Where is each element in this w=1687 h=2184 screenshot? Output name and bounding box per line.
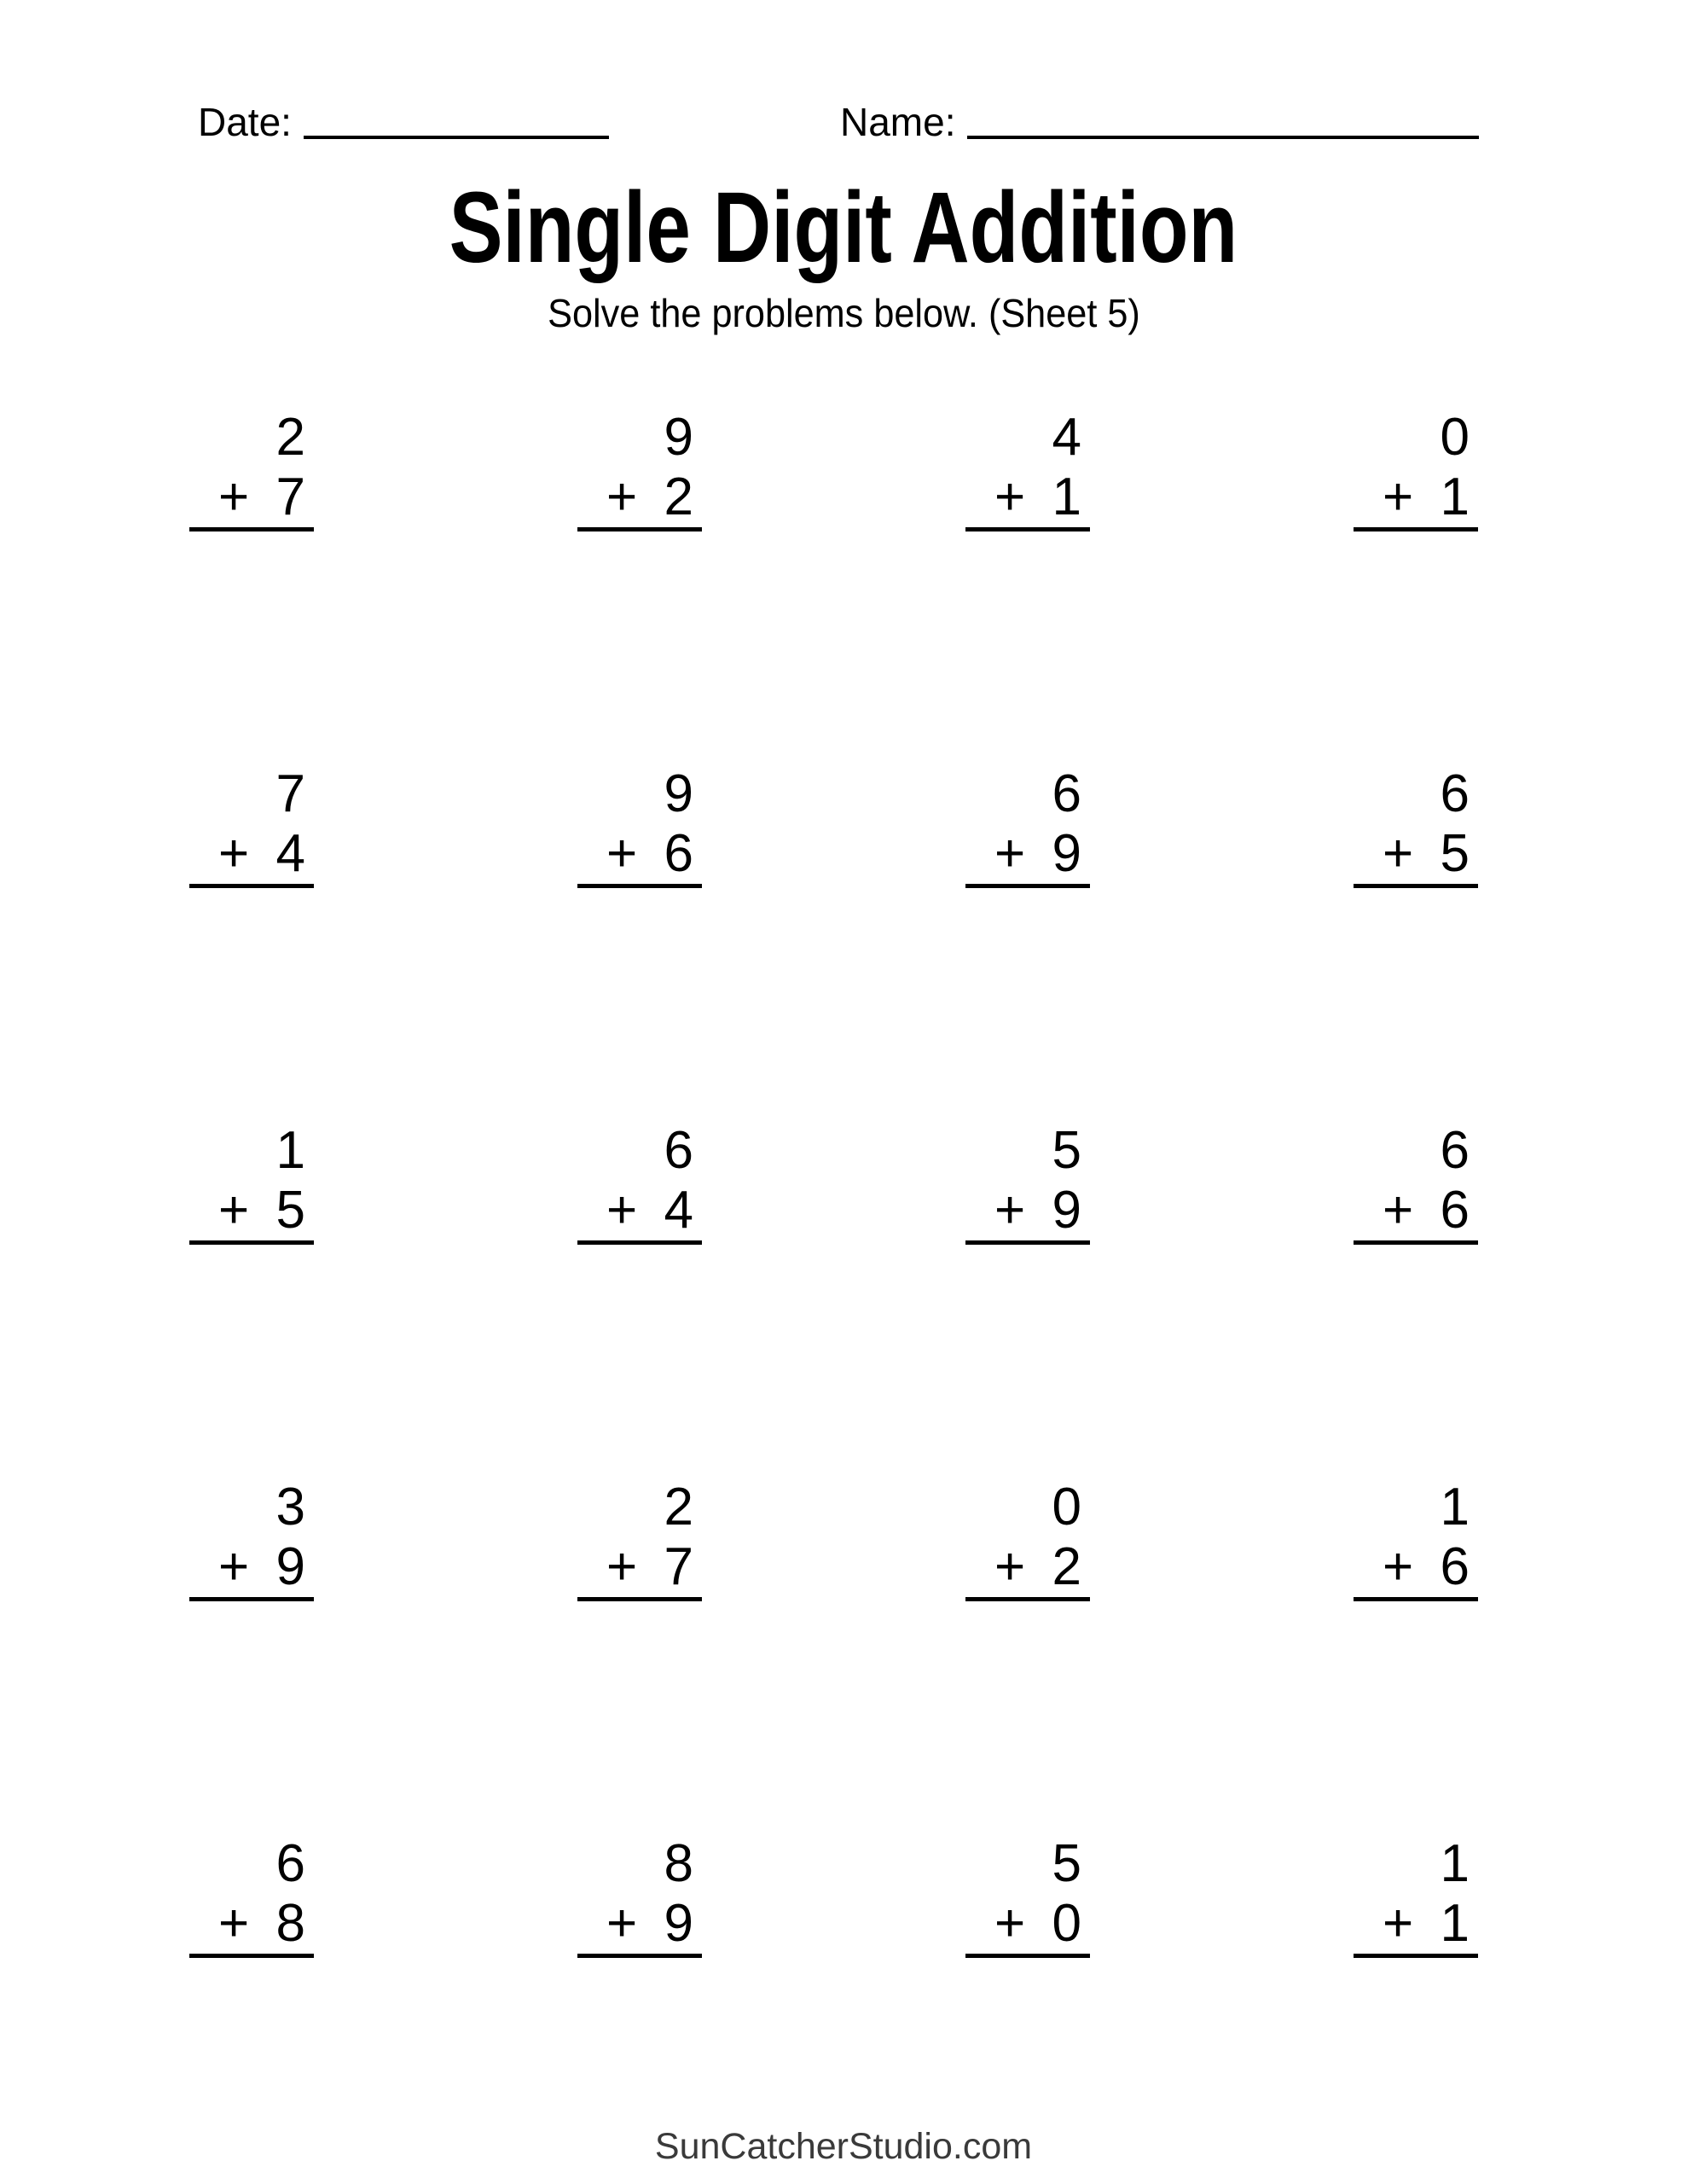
- answer-space[interactable]: [189, 1601, 314, 1755]
- answer-space[interactable]: [577, 1601, 702, 1755]
- addition-problem-3: [965, 408, 1090, 764]
- answer-space[interactable]: [1354, 1601, 1478, 1755]
- page-subtitle-text: Solve the problems below. (Sheet 5): [547, 291, 1140, 335]
- addition-problem-6: [577, 764, 702, 1121]
- top-addend: 8: [664, 1834, 693, 1893]
- bottom-addend: 5: [1440, 824, 1470, 883]
- bottom-row: [965, 824, 1090, 884]
- bottom-addend: 9: [275, 1537, 305, 1596]
- plus-operator: +: [994, 1537, 1026, 1596]
- bottom-row: [189, 824, 314, 884]
- top-addend: 2: [664, 1478, 693, 1536]
- answer-space[interactable]: [189, 1245, 314, 1398]
- bottom-addend: 8: [275, 1894, 305, 1953]
- plus-operator: +: [994, 468, 1026, 526]
- bottom-addend: 2: [664, 468, 693, 526]
- bottom-addend: 6: [664, 824, 693, 883]
- answer-space[interactable]: [965, 1601, 1090, 1755]
- answer-space[interactable]: [1354, 1958, 1478, 2111]
- top-addend: 0: [1440, 408, 1470, 467]
- bottom-addend: 7: [275, 468, 305, 526]
- bottom-row: [1354, 824, 1478, 884]
- bottom-addend: 9: [664, 1894, 693, 1953]
- addition-problem-2: [577, 408, 702, 764]
- answer-space[interactable]: [189, 1958, 314, 2111]
- bottom-row: [577, 824, 702, 884]
- date-blank-line[interactable]: [304, 136, 609, 139]
- answer-space[interactable]: [1354, 531, 1478, 685]
- plus-operator: +: [1383, 1181, 1414, 1240]
- plus-operator: +: [994, 824, 1026, 883]
- top-addend: 6: [275, 1834, 305, 1893]
- bottom-addend: 2: [1052, 1537, 1081, 1596]
- top-addend: 5: [1052, 1121, 1081, 1180]
- top-addend: 6: [1052, 764, 1081, 823]
- addition-problem-14: [577, 1478, 702, 1834]
- answer-space[interactable]: [577, 888, 702, 1042]
- page-title: [0, 171, 1687, 284]
- page-subtitle: [0, 292, 1687, 335]
- addition-problem-10: [577, 1121, 702, 1478]
- bottom-row: [965, 1181, 1090, 1240]
- bottom-addend: 1: [1440, 468, 1470, 526]
- plus-operator: +: [994, 1181, 1026, 1240]
- bottom-row: [189, 1894, 314, 1954]
- plus-operator: +: [218, 824, 250, 883]
- answer-space[interactable]: [189, 531, 314, 685]
- bottom-addend: 9: [1052, 1181, 1081, 1240]
- top-addend: 1: [275, 1121, 305, 1180]
- top-addend: 1: [1440, 1834, 1470, 1893]
- bottom-addend: 6: [1440, 1181, 1470, 1240]
- bottom-row: [965, 1537, 1090, 1597]
- answer-space[interactable]: [965, 1245, 1090, 1398]
- top-addend: 6: [1440, 764, 1470, 823]
- answer-space[interactable]: [965, 888, 1090, 1042]
- bottom-row: [189, 1181, 314, 1240]
- bottom-addend: 5: [275, 1181, 305, 1240]
- answer-space[interactable]: [965, 1958, 1090, 2111]
- top-addend: 4: [1052, 408, 1081, 467]
- plus-operator: +: [994, 1894, 1026, 1953]
- bottom-row: [1354, 468, 1478, 527]
- top-addend: 3: [275, 1478, 305, 1536]
- bottom-row: [965, 468, 1090, 527]
- bottom-addend: 6: [1440, 1537, 1470, 1596]
- top-addend: 7: [275, 764, 305, 823]
- addition-problem-1: [189, 408, 314, 764]
- date-field: [198, 101, 609, 144]
- bottom-addend: 7: [664, 1537, 693, 1596]
- plus-operator: +: [1383, 468, 1414, 526]
- top-addend: 6: [664, 1121, 693, 1180]
- bottom-addend: 1: [1052, 468, 1081, 526]
- bottom-row: [1354, 1181, 1478, 1240]
- page-title-text: Single Digit Addition: [449, 171, 1238, 284]
- addition-problem-5: [189, 764, 314, 1121]
- bottom-addend: 1: [1440, 1894, 1470, 1953]
- top-addend: 9: [664, 408, 693, 467]
- plus-operator: +: [606, 1894, 638, 1953]
- date-label: Date:: [198, 100, 292, 144]
- plus-operator: +: [218, 1181, 250, 1240]
- top-addend: 6: [1440, 1121, 1470, 1180]
- bottom-row: [577, 468, 702, 527]
- bottom-addend: 4: [275, 824, 305, 883]
- top-addend: 2: [275, 408, 305, 467]
- problems-grid: [189, 408, 1478, 2184]
- bottom-row: [1354, 1894, 1478, 1954]
- addition-problem-11: [965, 1121, 1090, 1478]
- top-addend: 1: [1440, 1478, 1470, 1536]
- addition-problem-16: [1354, 1478, 1478, 1834]
- footer-website-credit: SunCatcherStudio.com: [654, 2126, 1033, 2167]
- top-addend: 0: [1052, 1478, 1081, 1536]
- addition-problem-7: [965, 764, 1090, 1121]
- top-addend: 9: [664, 764, 693, 823]
- addition-problem-12: [1354, 1121, 1478, 1478]
- answer-space[interactable]: [1354, 888, 1478, 1042]
- plus-operator: +: [218, 468, 250, 526]
- addition-problem-4: [1354, 408, 1478, 764]
- bottom-addend: 4: [664, 1181, 693, 1240]
- plus-operator: +: [1383, 824, 1414, 883]
- plus-operator: +: [218, 1537, 250, 1596]
- plus-operator: +: [606, 1537, 638, 1596]
- addition-problem-15: [965, 1478, 1090, 1834]
- answer-space[interactable]: [577, 531, 702, 685]
- plus-operator: +: [606, 468, 638, 526]
- top-addend: 5: [1052, 1834, 1081, 1893]
- answer-space[interactable]: [1354, 1245, 1478, 1398]
- bottom-row: [1354, 1537, 1478, 1597]
- plus-operator: +: [218, 1894, 250, 1953]
- answer-space[interactable]: [965, 531, 1090, 685]
- bottom-row: [189, 1537, 314, 1597]
- answer-space[interactable]: [577, 1958, 702, 2111]
- bottom-row: [577, 1537, 702, 1597]
- addition-problem-8: [1354, 764, 1478, 1121]
- bottom-addend: 9: [1052, 824, 1081, 883]
- bottom-row: [577, 1894, 702, 1954]
- answer-space[interactable]: [189, 888, 314, 1042]
- bottom-row: [189, 468, 314, 527]
- bottom-addend: 0: [1052, 1894, 1081, 1953]
- plus-operator: +: [606, 1181, 638, 1240]
- bottom-row: [965, 1894, 1090, 1954]
- bottom-row: [577, 1181, 702, 1240]
- plus-operator: +: [1383, 1894, 1414, 1953]
- plus-operator: +: [606, 824, 638, 883]
- addition-problem-13: [189, 1478, 314, 1834]
- plus-operator: +: [1383, 1537, 1414, 1596]
- addition-problem-9: [189, 1121, 314, 1478]
- name-blank-line[interactable]: [967, 136, 1479, 139]
- answer-space[interactable]: [577, 1245, 702, 1398]
- name-label: Name:: [840, 100, 956, 144]
- name-field: [840, 101, 1479, 144]
